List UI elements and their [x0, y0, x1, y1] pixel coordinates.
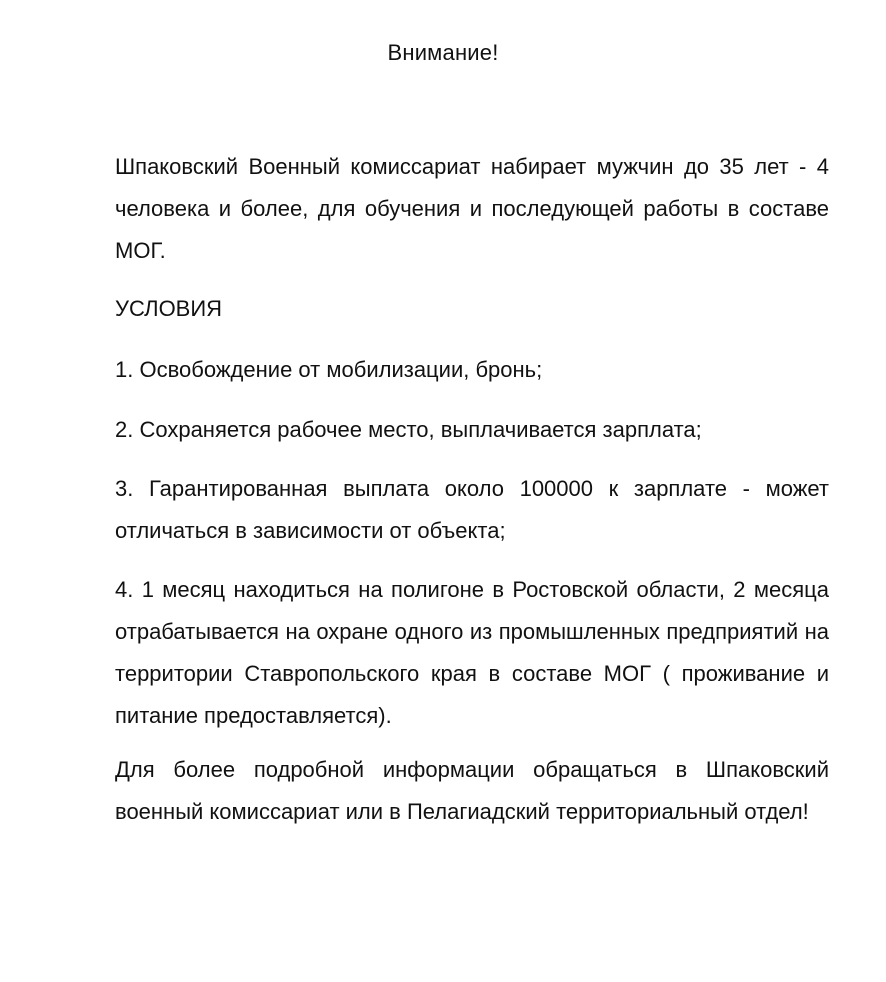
- contact-paragraph: Для более подробной информации обращаться в Шпаковский военный комиссариат или в Пелагиадский территориальный отдел!: [115, 757, 829, 824]
- condition-item-4: 4. 1 месяц находиться на полигоне в Ростовской области, 2 месяца отрабатывается на охране одного из промышленных предприятий на территории Ставропольского края в составе МОГ ( проживание и питание предоставляется).: [115, 577, 829, 728]
- condition-item-1: 1. Освобождение от мобилизации, бронь;: [115, 357, 543, 382]
- notice-title: Внимание!: [387, 40, 499, 65]
- conditions-heading: УСЛОВИЯ: [115, 296, 223, 321]
- intro-paragraph: Шпаковский Военный комиссариат набирает мужчин до 35 лет - 4 человека и более, для обучения и последующей работы в составе МОГ.: [115, 154, 829, 263]
- condition-item-3: 3. Гарантированная выплата около 100000 к зарплате - может отличаться в зависимости от объекта;: [115, 476, 829, 543]
- condition-item-2: 2. Сохраняется рабочее место, выплачивается зарплата;: [115, 417, 702, 442]
